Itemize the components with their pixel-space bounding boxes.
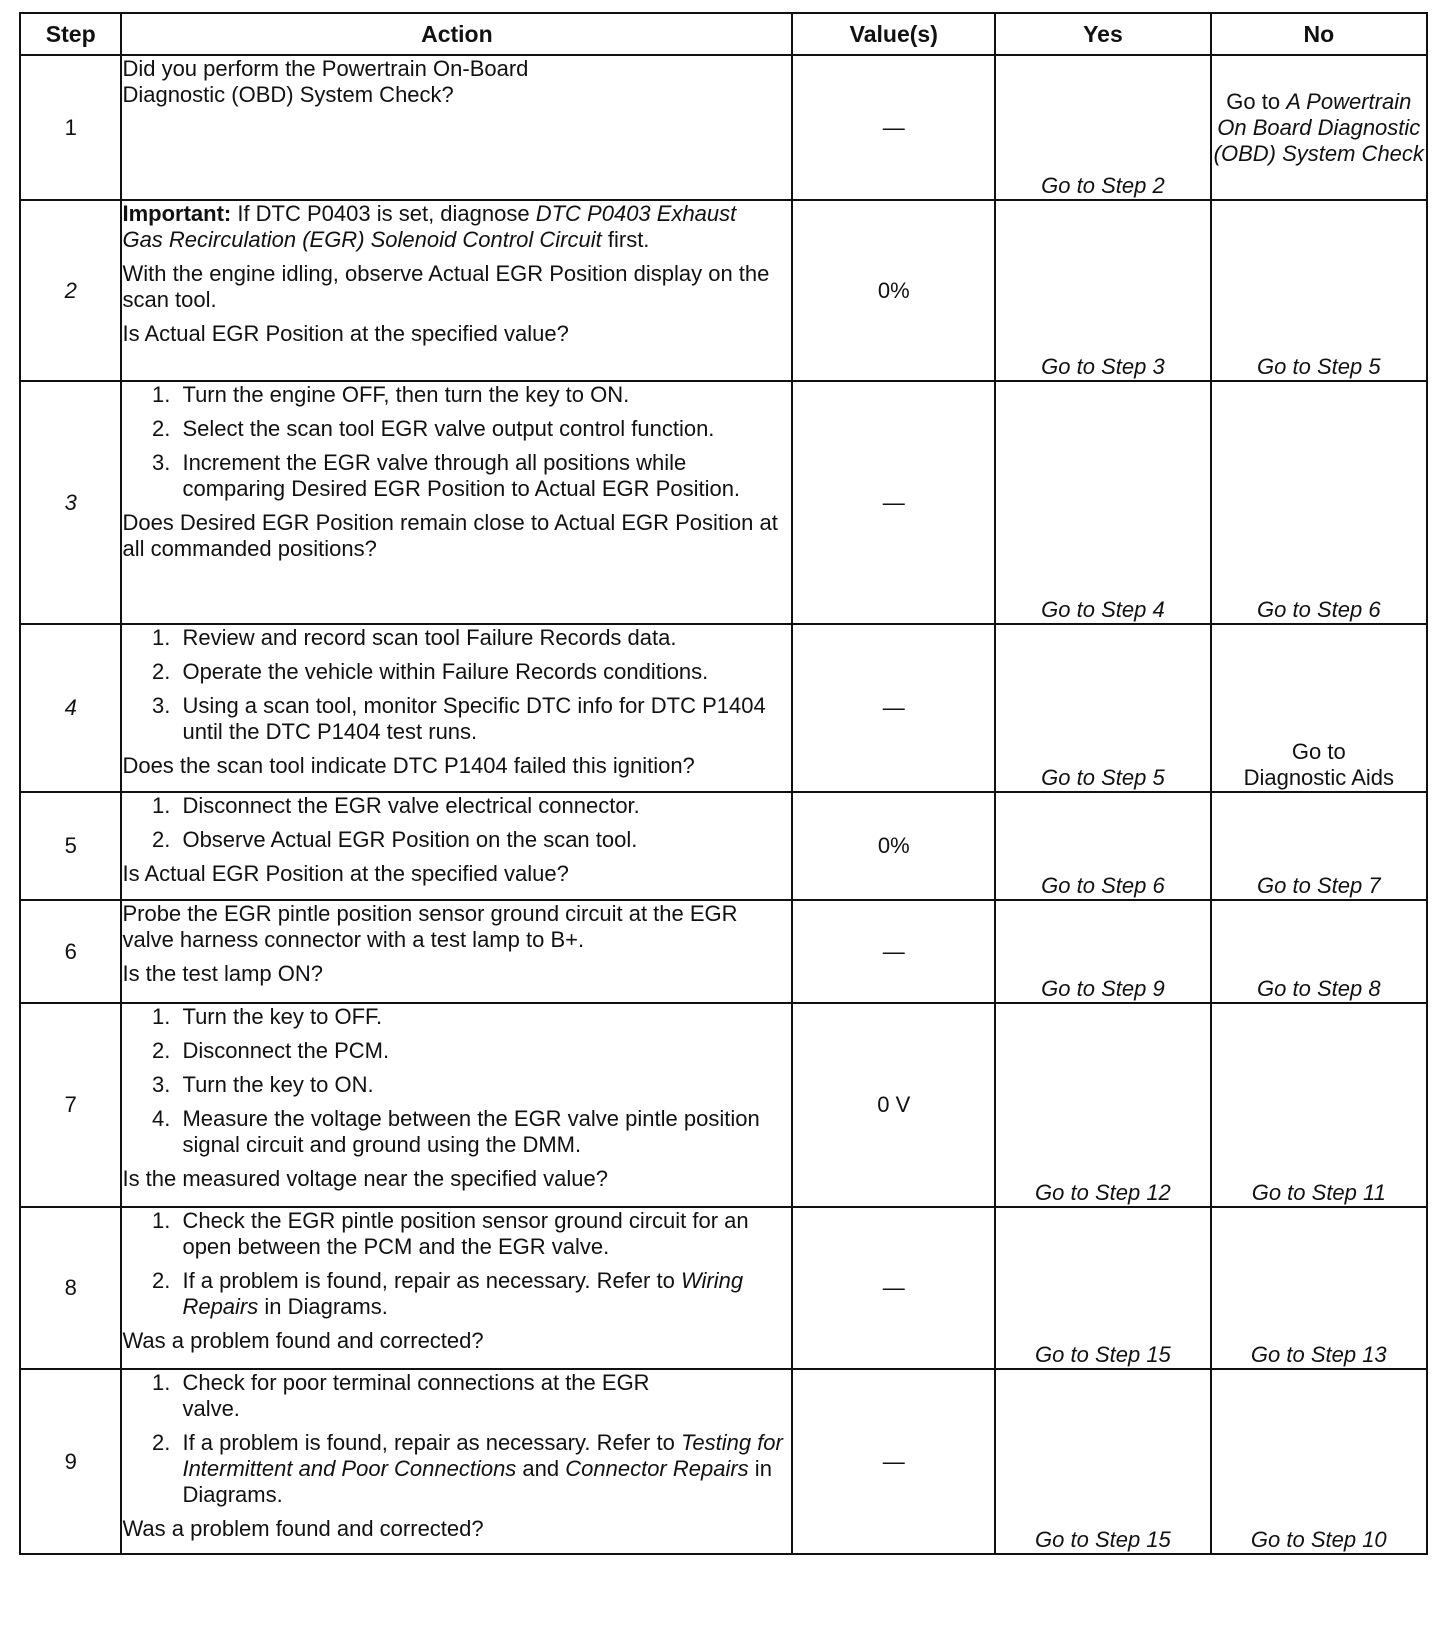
yes-cell (995, 1003, 1210, 1207)
step-list (122, 793, 791, 853)
list-item: 1. Check the EGR pintle position sensor ground circuit for an open between the PCM and the EGR valve. (176, 1208, 791, 1260)
no-cell (1211, 1369, 1427, 1554)
action-cell (121, 1003, 792, 1207)
question-text: Does Desired EGR Position remain close to Actual EGR Position at all commanded positions? (122, 510, 778, 561)
no-cell (1211, 624, 1427, 792)
step-number: 8 (20, 1207, 121, 1369)
no-link[interactable]: Go to Step 5 (1257, 354, 1381, 379)
yes-link[interactable]: Go to Step 5 (1041, 765, 1165, 790)
value-cell: — (792, 55, 995, 200)
action-cell (121, 381, 792, 624)
yes-cell (995, 1369, 1210, 1554)
step-list (122, 625, 791, 745)
step-number: 1 (20, 55, 121, 200)
yes-cell (995, 200, 1210, 381)
question-text: Is the measured voltage near the specified value? (122, 1166, 608, 1191)
question-text: Was a problem found and corrected? (122, 1328, 484, 1353)
list-item: 2. Select the scan tool EGR valve output control function. (176, 416, 771, 442)
wiring-repairs-link[interactable]: Wiring Repairs (182, 1268, 744, 1319)
question-text: Does the scan tool indicate DTC P1404 failed this ignition? (122, 753, 695, 778)
action-cell (121, 1369, 792, 1554)
yes-cell (995, 1207, 1210, 1369)
item-text: If a problem is found, repair as necessary. Refer to (182, 1430, 681, 1455)
instruction-text: Probe the EGR pintle position sensor ground circuit at the EGR valve harness connector with a test lamp to B+. (122, 901, 738, 952)
step-number: 4 (20, 624, 121, 792)
step-list (122, 1208, 791, 1320)
list-item (176, 1430, 791, 1508)
step-list (122, 1370, 791, 1508)
no-link-prefix: Go to (1291, 739, 1346, 764)
diagnostic-table (19, 12, 1428, 1555)
question-text: Did you perform the Powertrain On-Board Diagnostic (OBD) System Check? (122, 56, 529, 107)
action-cell (121, 55, 792, 200)
no-link[interactable]: Go to Step 11 (1251, 1180, 1386, 1205)
yes-cell (995, 381, 1210, 624)
header-action: Action (121, 13, 792, 55)
list-item: 1. Turn the engine OFF, then turn the key to ON. (176, 382, 771, 408)
step-number: 7 (20, 1003, 121, 1207)
table-row (20, 1207, 1427, 1369)
no-cell (1211, 381, 1427, 624)
header-row (20, 13, 1427, 55)
step-number: 6 (20, 900, 121, 1003)
step-number: 9 (20, 1369, 121, 1554)
no-link[interactable]: A Powertrain On Board Diagnostic (OBD) System Check (1213, 88, 1424, 166)
important-text-end: first. (601, 227, 650, 252)
question-text: Is Actual EGR Position at the specified value? (122, 321, 569, 346)
important-text: If DTC P0403 is set, diagnose (231, 201, 536, 226)
yes-cell (995, 792, 1210, 900)
value-cell: — (792, 1369, 995, 1554)
yes-link[interactable]: Go to Step 3 (1041, 354, 1165, 379)
yes-link[interactable]: Go to Step 4 (1041, 597, 1165, 622)
no-link[interactable]: Go to Step 7 (1257, 873, 1381, 898)
list-item: 1. Turn the key to OFF. (176, 1004, 791, 1030)
action-cell (121, 624, 792, 792)
list-item: 3. Turn the key to ON. (176, 1072, 791, 1098)
important-note (122, 201, 791, 253)
list-item: 1. Check for poor terminal connections at the EGR valve. (176, 1370, 791, 1422)
no-cell (1211, 792, 1427, 900)
action-cell (121, 900, 792, 1003)
connector-repairs-link[interactable]: Connector Repairs (565, 1456, 749, 1481)
no-cell (1211, 55, 1427, 200)
list-item (176, 1268, 791, 1320)
value-cell: — (792, 900, 995, 1003)
no-link-prefix: Go to (1226, 88, 1287, 114)
no-link[interactable]: Go to Step 10 (1250, 1527, 1387, 1552)
table-row (20, 624, 1427, 792)
no-link[interactable]: Diagnostic Aids (1243, 765, 1394, 790)
item-text: If a problem is found, repair as necessary. Refer to (182, 1268, 681, 1293)
important-label: Important: (122, 201, 232, 226)
no-cell (1211, 1003, 1427, 1207)
list-item: 3. Increment the EGR valve through all positions while comparing Desired EGR Position to Actual EGR Position. (176, 450, 771, 502)
yes-cell (995, 624, 1210, 792)
table-row (20, 381, 1427, 624)
table-row (20, 1369, 1427, 1554)
step-list (122, 1004, 791, 1158)
list-item: 3. Using a scan tool, monitor Specific DTC info for DTC P1404 until the DTC P1404 test runs. (176, 693, 791, 745)
yes-link[interactable]: Go to Step 6 (1041, 873, 1165, 898)
list-item: 1. Review and record scan tool Failure Records data. (176, 625, 791, 651)
yes-link[interactable]: Go to Step 12 (1035, 1180, 1171, 1205)
header-yes: Yes (995, 13, 1210, 55)
yes-link[interactable]: Go to Step 2 (1041, 173, 1165, 198)
header-values: Value(s) (792, 13, 995, 55)
value-cell: 0% (792, 792, 995, 900)
list-item: 2. Operate the vehicle within Failure Records conditions. (176, 659, 791, 685)
action-cell (121, 200, 792, 381)
item-text-end: in Diagrams. (258, 1294, 388, 1319)
no-link[interactable]: Go to Step 6 (1257, 597, 1381, 622)
instruction-text: With the engine idling, observe Actual EGR Position display on the scan tool. (122, 261, 770, 312)
step-number: 3 (20, 381, 121, 624)
yes-link[interactable]: Go to Step 9 (1041, 976, 1165, 1001)
value-cell: — (792, 624, 995, 792)
step-number: 2 (20, 200, 121, 381)
table-row (20, 55, 1427, 200)
list-item: 2. Observe Actual EGR Position on the scan tool. (176, 827, 791, 853)
yes-cell (995, 900, 1210, 1003)
no-link[interactable]: Go to Step 13 (1250, 1342, 1387, 1367)
table-row (20, 1003, 1427, 1207)
question-text: Is Actual EGR Position at the specified value? (122, 861, 569, 886)
value-cell: — (792, 381, 995, 624)
value-cell: 0 V (792, 1003, 995, 1207)
no-cell (1211, 200, 1427, 381)
list-item: 4. Measure the voltage between the EGR valve pintle position signal circuit and ground using the DMM. (176, 1106, 791, 1158)
header-step: Step (20, 13, 121, 55)
intermittent-connections-link[interactable]: Testing for Intermittent and Poor Connections (182, 1430, 783, 1481)
item-text-end: in Diagrams. (182, 1456, 772, 1507)
header-no: No (1211, 13, 1427, 55)
value-cell: — (792, 1207, 995, 1369)
action-cell (121, 792, 792, 900)
no-cell (1211, 900, 1427, 1003)
yes-cell (995, 55, 1210, 200)
value-cell: 0% (792, 200, 995, 381)
important-ref[interactable]: DTC P0403 Exhaust Gas Recirculation (EGR) Solenoid Control Circuit (122, 201, 737, 252)
yes-link[interactable]: Go to Step 15 (1035, 1342, 1171, 1367)
item-text-and: and (516, 1456, 566, 1481)
list-item: 1. Disconnect the EGR valve electrical connector. (176, 793, 791, 819)
no-cell (1211, 1207, 1427, 1369)
step-list (122, 382, 791, 502)
table-row (20, 792, 1427, 900)
table-row (20, 900, 1427, 1003)
action-cell (121, 1207, 792, 1369)
no-link[interactable]: Go to Step 8 (1257, 976, 1381, 1001)
table-row (20, 200, 1427, 381)
yes-link[interactable]: Go to Step 15 (1035, 1527, 1171, 1552)
list-item: 2. Disconnect the PCM. (176, 1038, 791, 1064)
question-text: Was a problem found and corrected? (122, 1516, 484, 1541)
question-text: Is the test lamp ON? (122, 961, 323, 986)
step-number: 5 (20, 792, 121, 900)
